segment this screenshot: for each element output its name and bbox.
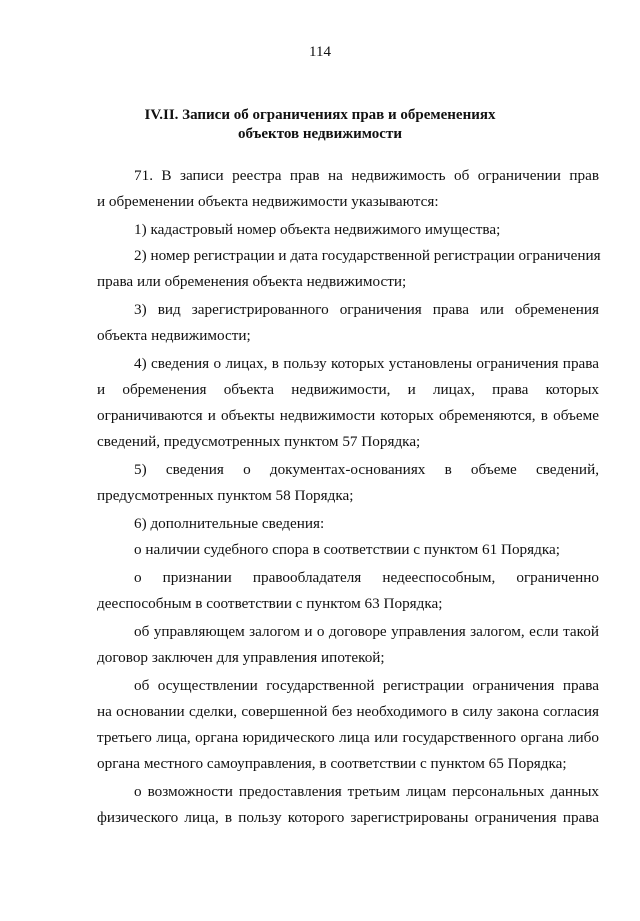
section-heading (60, 106, 580, 144)
text-line: 2) номер регистрации и дата государственной регистрации ограничения (134, 247, 601, 264)
text-line: третьего лица, органа юридического лица или государственного органа либо (97, 729, 599, 746)
text-line: 1) кадастровый номер объекта недвижимого имущества; (134, 221, 501, 238)
text-line: физического лица, в пользу которого зарегистрированы ограничения права (97, 809, 599, 826)
text-line: и обременения объекта недвижимости, и лицах, права которых (97, 381, 599, 398)
text-line: 5) сведения о документах-основаниях в объеме сведений, (134, 461, 599, 478)
section-heading-line-2: объектов недвижимости (238, 126, 402, 142)
text-line: о возможности предоставления третьим лицам персональных данных (134, 783, 599, 800)
text-line: сведений, предусмотренных пунктом 57 Порядка; (97, 433, 421, 450)
page-number: 114 (309, 44, 331, 60)
text-line: объекта недвижимости; (97, 327, 251, 344)
section-heading-line-1: IV.II. Записи об ограничениях прав и обременениях (144, 107, 496, 123)
text-line: 3) вид зарегистрированного ограничения права или обременения (134, 301, 599, 318)
text-line: дееспособным в соответствии с пунктом 63 Порядка; (97, 595, 443, 612)
text-line: 4) сведения о лицах, в пользу которых установлены ограничения права (134, 355, 599, 372)
text-line: права или обременения объекта недвижимости; (97, 273, 407, 290)
text-line: об управляющем залогом и о договоре управления залогом, если такой (134, 623, 599, 640)
text-line: органа местного самоуправления, в соответствии с пунктом 65 Порядка; (97, 755, 567, 772)
text-line: ограничиваются и объекты недвижимости которых обременяются, в объеме (97, 407, 599, 424)
text-line: о признании правообладателя недееспособным, ограниченно (134, 569, 599, 586)
text-line: и обременении объекта недвижимости указываются: (97, 193, 439, 210)
text-line: 71. В записи реестра прав на недвижимость об ограничении прав (134, 167, 599, 184)
text-line: о наличии судебного спора в соответствии с пунктом 61 Порядка; (134, 541, 560, 558)
text-line: договор заключен для управления ипотекой; (97, 649, 385, 666)
text-line: об осуществлении государственной регистрации ограничения права (134, 677, 599, 694)
text-line: предусмотренных пунктом 58 Порядка; (97, 487, 354, 504)
text-line: 6) дополнительные сведения: (134, 515, 325, 532)
text-line: на основании сделки, совершенной без необходимого в силу закона согласия (97, 703, 599, 720)
